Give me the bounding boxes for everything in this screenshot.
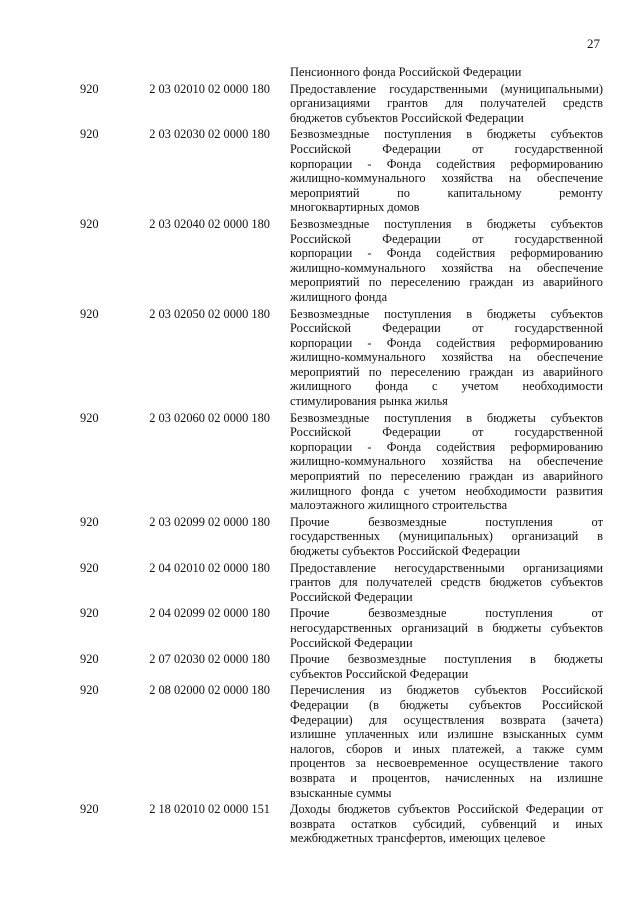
table-row	[0, 65, 640, 80]
income-description	[290, 65, 603, 80]
income-description	[290, 606, 603, 650]
description-line: мероприятий по капитальному ремонту	[290, 185, 603, 200]
admin-code: 920	[80, 514, 99, 529]
income-description	[290, 561, 603, 605]
description-line: корпорации - Фонда содействия реформированию	[290, 156, 603, 171]
budget-classification-code: 2 03 02060 02 0000 180	[149, 410, 270, 425]
description-line: субъектов Российской Федерации	[290, 666, 469, 681]
description-line: жилищного фонда с учетом необходимости	[290, 379, 603, 394]
description-line: корпорации - Фонда содействия реформированию	[290, 335, 603, 350]
budget-classification-code: 2 07 02030 02 0000 180	[149, 652, 270, 667]
description-line: Прочие безвозмездные поступления от	[290, 606, 603, 621]
description-line: Предоставление негосударственными организациями	[290, 560, 603, 575]
description-line: жилищно-коммунального хозяйства на обеспечение	[290, 260, 603, 275]
description-line: Российской Федерации от государственной	[290, 141, 603, 156]
description-line: организациями грантов для получателей средств	[290, 96, 603, 111]
admin-code: 920	[80, 606, 99, 621]
table-row	[0, 411, 640, 513]
description-line: налогов, сборов и иных платежей, а также сумм	[290, 741, 603, 756]
budget-classification-code: 2 03 02099 02 0000 180	[149, 514, 270, 529]
description-line: межбюджетных трансфертов, имеющих целевое	[290, 831, 546, 846]
budget-classification-code: 2 03 02010 02 0000 180	[149, 81, 270, 96]
description-line: возврата и процентов, начисленных на излишне	[290, 770, 603, 785]
table-row	[0, 652, 640, 681]
table-row	[0, 307, 640, 409]
budget-classification-code: 2 03 02040 02 0000 180	[149, 216, 270, 231]
admin-code: 920	[80, 560, 99, 575]
description-line: Российской Федерации	[290, 589, 413, 604]
income-codes-table	[0, 65, 640, 846]
description-line: Прочие безвозмездные поступления от	[290, 514, 603, 529]
income-description	[290, 127, 603, 215]
description-line: мероприятий по переселению граждан из аварийного	[290, 275, 603, 290]
description-line: Российской Федерации от государственной	[290, 321, 603, 336]
description-line: Федерации) для осуществления возврата (зачета)	[290, 712, 603, 727]
table-row	[0, 515, 640, 559]
admin-code: 920	[80, 216, 99, 231]
admin-code: 920	[80, 306, 99, 321]
description-line: Безвозмездные поступления в бюджеты субъектов	[290, 306, 603, 321]
description-line: жилищного фонда	[290, 289, 388, 304]
description-line: бюджетов субъектов Российской Федерации	[290, 110, 524, 125]
budget-classification-code: 2 03 02030 02 0000 180	[149, 127, 270, 142]
description-line: Российской Федерации от государственной	[290, 425, 603, 440]
description-line: Доходы бюджетов субъектов Российской Федерации от	[290, 802, 603, 817]
description-line: Безвозмездные поступления в бюджеты субъектов	[290, 216, 603, 231]
description-line: Российской Федерации от государственной	[290, 231, 603, 246]
description-line: корпорации - Фонда содействия реформированию	[290, 246, 603, 261]
income-description	[290, 307, 603, 409]
admin-code: 920	[80, 410, 99, 425]
description-line: Прочие безвозмездные поступления в бюджеты	[290, 652, 603, 667]
income-description	[290, 652, 603, 681]
table-row	[0, 217, 640, 305]
description-line: многоквартирных домов	[290, 200, 420, 215]
budget-classification-code: 2 03 02050 02 0000 180	[149, 306, 270, 321]
table-row	[0, 127, 640, 215]
description-line: возврата остатков субсидий, субвенций и иных	[290, 816, 603, 831]
table-row	[0, 683, 640, 800]
description-line: Федерации (в бюджеты субъектов Российской	[290, 697, 603, 712]
table-row	[0, 561, 640, 605]
description-line: процентов за несвоевременное осуществление такого	[290, 756, 603, 771]
description-line: жилищно-коммунального хозяйства на обеспечение	[290, 171, 603, 186]
income-description	[290, 683, 603, 800]
description-line: государственных (муниципальных) организаций в	[290, 529, 603, 544]
admin-code: 920	[80, 802, 99, 817]
description-line: излишне уплаченных или излишне взысканных сумм	[290, 727, 603, 742]
budget-classification-code: 2 04 02010 02 0000 180	[149, 560, 270, 575]
income-description	[290, 217, 603, 305]
description-line: корпорации - Фонда содействия реформированию	[290, 439, 603, 454]
description-line: Пенсионного фонда Российской Федерации	[290, 65, 522, 79]
description-line: Безвозмездные поступления в бюджеты субъектов	[290, 410, 603, 425]
description-line: Безвозмездные поступления в бюджеты субъектов	[290, 127, 603, 142]
admin-code: 920	[80, 127, 99, 142]
admin-code: 920	[80, 81, 99, 96]
description-line: жилищно-коммунального хозяйства на обеспечение	[290, 350, 603, 365]
description-line: грантов для получателей средств бюджетов субъектов	[290, 575, 603, 590]
description-line: негосударственных организаций в бюджеты субъектов	[290, 620, 603, 635]
income-description	[290, 515, 603, 559]
income-description	[290, 802, 603, 846]
description-line: жилищного фонда с учетом необходимости развития	[290, 483, 603, 498]
description-line: Предоставление государственными (муниципальными)	[290, 81, 603, 96]
description-line: бюджеты субъектов Российской Федерации	[290, 544, 521, 558]
description-line: малоэтажного жилищного строительства	[290, 498, 508, 513]
description-line: мероприятий по переселению граждан из аварийного	[290, 364, 603, 379]
description-line: Российской Федерации	[290, 635, 413, 650]
description-line: взысканные суммы	[290, 785, 392, 800]
budget-classification-code: 2 04 02099 02 0000 180	[149, 606, 270, 621]
income-description	[290, 82, 603, 126]
description-line: мероприятий по переселению граждан из аварийного	[290, 469, 603, 484]
budget-classification-code: 2 18 02010 02 0000 151	[149, 802, 270, 817]
description-line: стимулирования рынка жилья	[290, 394, 448, 409]
admin-code: 920	[80, 683, 99, 698]
table-row	[0, 802, 640, 846]
budget-classification-code: 2 08 02000 02 0000 180	[149, 683, 270, 698]
income-description	[290, 411, 603, 513]
table-row	[0, 606, 640, 650]
table-row	[0, 82, 640, 126]
description-line: Перечисления из бюджетов субъектов Российской	[290, 683, 603, 698]
description-line: жилищно-коммунального хозяйства на обеспечение	[290, 454, 603, 469]
page-number: 27	[587, 36, 600, 51]
admin-code: 920	[80, 652, 99, 667]
